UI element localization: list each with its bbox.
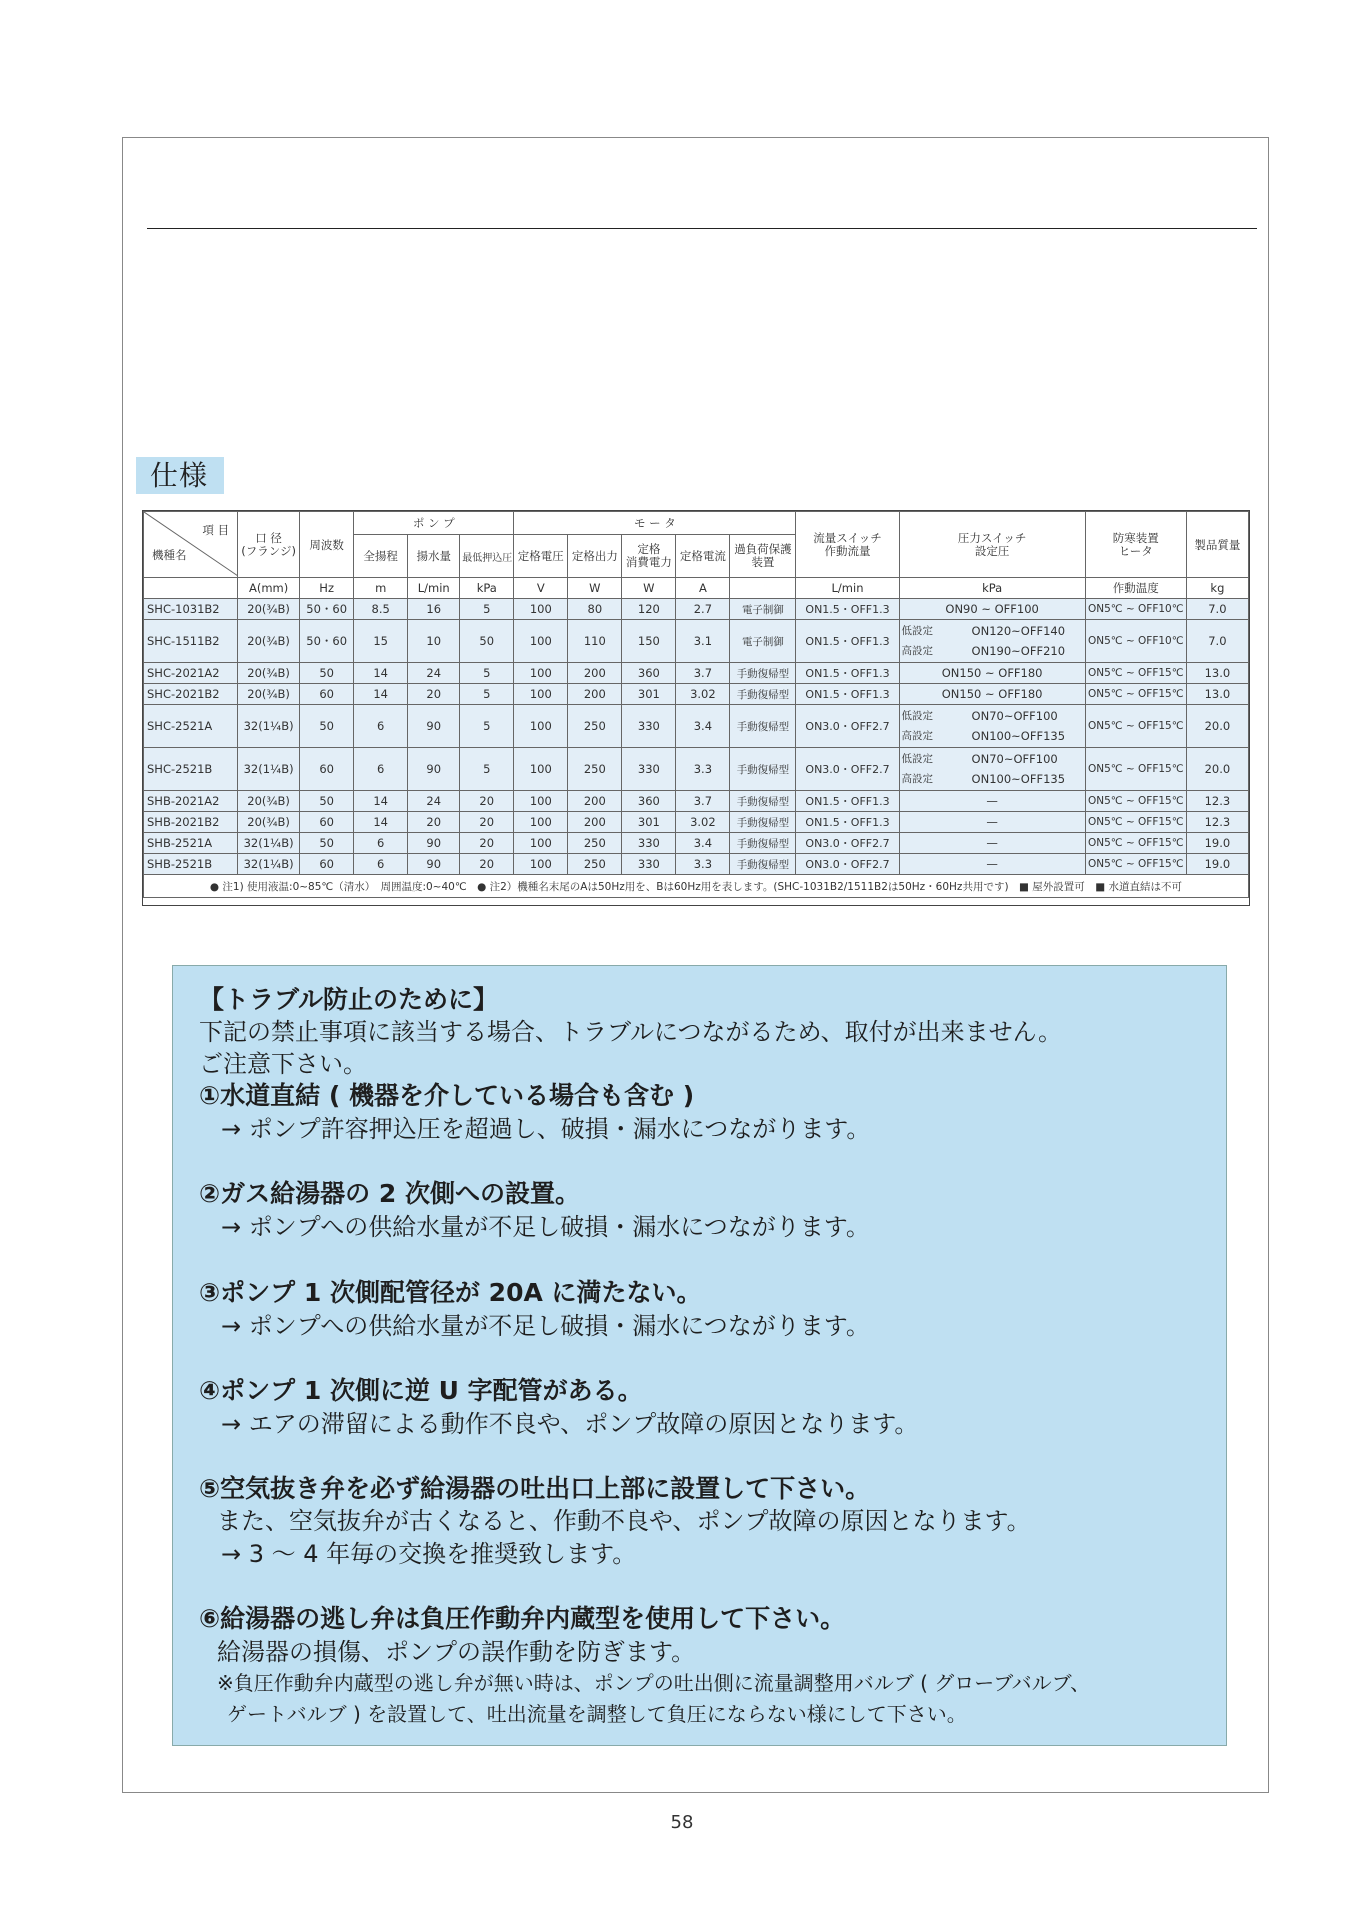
cell-model: SHC-2521B xyxy=(144,748,238,791)
caution-item-5: ⑤空気抜き弁を必ず給湯器の吐出口上部に設置して下さい。 xyxy=(199,1474,871,1503)
cell-flowsw: ON1.5・OFF1.3 xyxy=(796,812,899,833)
caution-item-2-detail: → ポンプへの供給水量が不足し破損・漏水につながります。 xyxy=(221,1213,870,1241)
cell-freq: 50 xyxy=(300,663,354,684)
cell-weight: 7.0 xyxy=(1186,599,1248,620)
cell-heater: ON5℃ ~ OFF15℃ xyxy=(1085,854,1186,875)
header-flow: 揚水量 xyxy=(408,535,460,578)
cell-bore: 32(1¼B) xyxy=(238,833,300,854)
corner-header xyxy=(144,512,238,578)
cell-presssw xyxy=(899,705,1085,748)
cell-current: 3.7 xyxy=(676,663,730,684)
cell-flowsw: ON1.5・OFF1.3 xyxy=(796,684,899,705)
cell-presssw: ON90 ~ OFF100 xyxy=(899,599,1085,620)
cell-flowsw: ON3.0・OFF2.7 xyxy=(796,748,899,791)
header-group-motor: モ ー タ xyxy=(514,512,796,535)
unit-minpress: kPa xyxy=(460,578,514,599)
cell-current: 3.3 xyxy=(676,854,730,875)
cell-model: SHB-2021B2 xyxy=(144,812,238,833)
page-number: 58 xyxy=(670,1812,694,1833)
cell-protect: 手動復帰型 xyxy=(730,854,796,875)
unit-weight: kg xyxy=(1186,578,1248,599)
cell-protect: 手動復帰型 xyxy=(730,833,796,854)
header-heater: 防寒装置 ヒータ xyxy=(1085,512,1186,578)
cell-bore: 20(¾B) xyxy=(238,791,300,812)
header-minpress: 最低押込圧 xyxy=(460,535,514,578)
cell-heater: ON5℃ ~ OFF10℃ xyxy=(1085,599,1186,620)
caution-item-3: ③ポンプ 1 次側配管径が 20A に満たない。 xyxy=(199,1278,702,1307)
cell-output: 200 xyxy=(568,791,622,812)
cell-protect: 手動復帰型 xyxy=(730,791,796,812)
cell-output: 250 xyxy=(568,705,622,748)
caution-item-4-detail: → エアの滞留による動作不良や、ポンプ故障の原因となります。 xyxy=(221,1410,919,1438)
cell-head: 14 xyxy=(354,812,408,833)
cell-voltage: 100 xyxy=(514,812,568,833)
table-row xyxy=(144,684,1249,705)
header-voltage: 定格電圧 xyxy=(514,535,568,578)
cell-output: 110 xyxy=(568,620,622,663)
cell-bore: 20(¾B) xyxy=(238,599,300,620)
cell-current: 2.7 xyxy=(676,599,730,620)
cell-power: 330 xyxy=(622,833,676,854)
cell-voltage: 100 xyxy=(514,705,568,748)
cell-power: 330 xyxy=(622,748,676,791)
cell-output: 200 xyxy=(568,663,622,684)
ps-low-value: ON70~OFF100 xyxy=(971,709,1058,723)
cell-freq: 60 xyxy=(300,812,354,833)
cell-flow: 24 xyxy=(408,791,460,812)
cell-power: 120 xyxy=(622,599,676,620)
cell-weight: 12.3 xyxy=(1186,812,1248,833)
caution-intro-1: 下記の禁止事項に該当する場合、トラブルにつながるため、取付が出来ません。 xyxy=(199,1018,1063,1046)
cell-bore: 32(1¼B) xyxy=(238,705,300,748)
cell-bore: 20(¾B) xyxy=(238,663,300,684)
cell-protect: 電子制御 xyxy=(730,620,796,663)
cell-presssw: ON150 ~ OFF180 xyxy=(899,663,1085,684)
cell-bore: 20(¾B) xyxy=(238,620,300,663)
header-bore: 口 径 (フランジ) xyxy=(238,512,300,578)
cell-protect: 手動復帰型 xyxy=(730,748,796,791)
spec-table-body xyxy=(144,599,1249,875)
cell-weight: 12.3 xyxy=(1186,791,1248,812)
table-note: ● 注1) 使用液温:0~85℃（清水） 周囲温度:0~40℃ ● 注2）機種名末尾のAは50Hz用を、Bは60Hz用を表します。(SHC-1031B2/1511B2は50Hz・60Hz共用です) ■ 屋外設置可 ■ 水道直結は不可 xyxy=(144,875,1249,898)
cell-voltage: 100 xyxy=(514,599,568,620)
cell-weight: 13.0 xyxy=(1186,663,1248,684)
cell-head: 15 xyxy=(354,620,408,663)
table-row xyxy=(144,812,1249,833)
cell-flowsw: ON3.0・OFF2.7 xyxy=(796,833,899,854)
cell-current: 3.4 xyxy=(676,705,730,748)
cell-flow: 16 xyxy=(408,599,460,620)
cell-head: 8.5 xyxy=(354,599,408,620)
cell-flow: 90 xyxy=(408,705,460,748)
cell-model: SHC-2521A xyxy=(144,705,238,748)
unit-bore: A(mm) xyxy=(238,578,300,599)
cell-head: 6 xyxy=(354,748,408,791)
unit-flow: L/min xyxy=(408,578,460,599)
cell-flow: 90 xyxy=(408,833,460,854)
spec-table-container xyxy=(142,510,1250,906)
cell-power: 301 xyxy=(622,812,676,833)
caution-item-6-note-1: ※負圧作動弁内蔵型の逃し弁が無い時は、ポンプの吐出側に流量調整用バルブ ( グローブバルブ、 xyxy=(217,1671,1091,1695)
cell-flowsw: ON3.0・OFF2.7 xyxy=(796,854,899,875)
caution-item-3-detail: → ポンプへの供給水量が不足し破損・漏水につながります。 xyxy=(221,1312,870,1340)
cell-voltage: 100 xyxy=(514,833,568,854)
header-current: 定格電流 xyxy=(676,535,730,578)
cell-power: 330 xyxy=(622,854,676,875)
cell-heater: ON5℃ ~ OFF15℃ xyxy=(1085,748,1186,791)
caution-item-4: ④ポンプ 1 次側に逆 U 字配管がある。 xyxy=(199,1376,643,1405)
caution-item-1: ①水道直結 ( 機器を介している場合も含む ) xyxy=(199,1081,695,1110)
cell-heater: ON5℃ ~ OFF15℃ xyxy=(1085,833,1186,854)
cell-presssw xyxy=(899,748,1085,791)
cell-heater: ON5℃ ~ OFF15℃ xyxy=(1085,663,1186,684)
cell-protect: 手動復帰型 xyxy=(730,684,796,705)
unit-protect xyxy=(730,578,796,599)
cell-minpress: 5 xyxy=(460,748,514,791)
table-row xyxy=(144,833,1249,854)
cell-bore: 32(1¼B) xyxy=(238,854,300,875)
ps-high-label: 高設定 xyxy=(901,773,934,785)
header-presssw: 圧力スイッチ 設定圧 xyxy=(899,512,1085,578)
cell-power: 330 xyxy=(622,705,676,748)
header-power: 定格 消費電力 xyxy=(622,535,676,578)
cell-flowsw: ON1.5・OFF1.3 xyxy=(796,599,899,620)
cell-freq: 60 xyxy=(300,684,354,705)
header-protect: 過負荷保護 装置 xyxy=(730,535,796,578)
unit-flowsw: L/min xyxy=(796,578,899,599)
cell-minpress: 20 xyxy=(460,791,514,812)
cell-output: 250 xyxy=(568,833,622,854)
cell-protect: 電子制御 xyxy=(730,599,796,620)
cell-output: 200 xyxy=(568,684,622,705)
cell-weight: 19.0 xyxy=(1186,833,1248,854)
caution-box xyxy=(172,965,1227,1746)
header-flowsw: 流量スイッチ 作動流量 xyxy=(796,512,899,578)
caution-item-2: ②ガス給湯器の 2 次側への設置。 xyxy=(199,1179,580,1208)
cell-current: 3.7 xyxy=(676,791,730,812)
unit-heater: 作動温度 xyxy=(1085,578,1186,599)
cell-minpress: 5 xyxy=(460,705,514,748)
cell-minpress: 20 xyxy=(460,854,514,875)
caution-intro-2: ご注意下さい。 xyxy=(199,1050,367,1078)
cell-flow: 10 xyxy=(408,620,460,663)
unit-current: A xyxy=(676,578,730,599)
table-row xyxy=(144,663,1249,684)
cell-power: 150 xyxy=(622,620,676,663)
cell-current: 3.02 xyxy=(676,684,730,705)
section-title: 仕様 xyxy=(136,457,224,494)
cell-weight: 20.0 xyxy=(1186,748,1248,791)
cell-head: 6 xyxy=(354,833,408,854)
cell-output: 250 xyxy=(568,748,622,791)
cell-presssw: — xyxy=(899,833,1085,854)
cell-output: 80 xyxy=(568,599,622,620)
cell-flowsw: ON1.5・OFF1.3 xyxy=(796,791,899,812)
cell-heater: ON5℃ ~ OFF15℃ xyxy=(1085,791,1186,812)
ps-high-value: ON100~OFF135 xyxy=(971,729,1066,743)
corner-top-label: 項 目 xyxy=(202,523,230,537)
unit-voltage: V xyxy=(514,578,568,599)
cell-weight: 19.0 xyxy=(1186,854,1248,875)
cell-model: SHC-2021A2 xyxy=(144,663,238,684)
cell-current: 3.02 xyxy=(676,812,730,833)
units-row xyxy=(144,578,1249,599)
cell-voltage: 100 xyxy=(514,748,568,791)
cell-flowsw: ON3.0・OFF2.7 xyxy=(796,705,899,748)
cell-minpress: 20 xyxy=(460,833,514,854)
cell-power: 360 xyxy=(622,663,676,684)
cell-head: 14 xyxy=(354,663,408,684)
cell-current: 3.4 xyxy=(676,833,730,854)
cell-heater: ON5℃ ~ OFF10℃ xyxy=(1085,620,1186,663)
unit-power: W xyxy=(622,578,676,599)
cell-current: 3.1 xyxy=(676,620,730,663)
ps-low-label: 低設定 xyxy=(901,710,934,722)
cell-protect: 手動復帰型 xyxy=(730,663,796,684)
header-group-pump: ポ ン プ xyxy=(354,512,514,535)
cell-voltage: 100 xyxy=(514,854,568,875)
cell-presssw: — xyxy=(899,791,1085,812)
cell-output: 250 xyxy=(568,854,622,875)
caution-item-5-detail-1: また、空気抜弁が古くなると、作動不良や、ポンプ故障の原因となります。 xyxy=(217,1507,1031,1535)
cell-flowsw: ON1.5・OFF1.3 xyxy=(796,663,899,684)
cell-heater: ON5℃ ~ OFF15℃ xyxy=(1085,705,1186,748)
cell-freq: 50・60 xyxy=(300,599,354,620)
cell-presssw xyxy=(899,620,1085,663)
cell-model: SHB-2021A2 xyxy=(144,791,238,812)
cell-presssw: — xyxy=(899,812,1085,833)
cell-flowsw: ON1.5・OFF1.3 xyxy=(796,620,899,663)
cell-protect: 手動復帰型 xyxy=(730,705,796,748)
table-row xyxy=(144,854,1249,875)
cell-freq: 50・60 xyxy=(300,620,354,663)
cell-freq: 50 xyxy=(300,705,354,748)
caution-item-5-detail-2: → 3 ～ 4 年毎の交換を推奨致します。 xyxy=(221,1540,637,1568)
cell-current: 3.3 xyxy=(676,748,730,791)
cell-minpress: 5 xyxy=(460,599,514,620)
caution-item-6: ⑥給湯器の逃し弁は負圧作動弁内蔵型を使用して下さい。 xyxy=(199,1604,846,1633)
cell-freq: 60 xyxy=(300,748,354,791)
ps-low-label: 低設定 xyxy=(901,753,934,765)
cell-minpress: 5 xyxy=(460,684,514,705)
cell-weight: 13.0 xyxy=(1186,684,1248,705)
cell-power: 360 xyxy=(622,791,676,812)
ps-high-label: 高設定 xyxy=(901,730,934,742)
cell-protect: 手動復帰型 xyxy=(730,812,796,833)
cell-voltage: 100 xyxy=(514,684,568,705)
cell-weight: 7.0 xyxy=(1186,620,1248,663)
caution-title: 【トラブル防止のために】 xyxy=(199,985,499,1014)
cell-voltage: 100 xyxy=(514,663,568,684)
cell-freq: 60 xyxy=(300,854,354,875)
cell-model: SHB-2521A xyxy=(144,833,238,854)
cell-bore: 20(¾B) xyxy=(238,684,300,705)
cell-heater: ON5℃ ~ OFF15℃ xyxy=(1085,684,1186,705)
cell-presssw: ON150 ~ OFF180 xyxy=(899,684,1085,705)
cell-head: 14 xyxy=(354,791,408,812)
ps-high-value: ON190~OFF210 xyxy=(971,644,1066,658)
corner-bottom-label: 機種名 xyxy=(152,548,187,562)
ps-low-value: ON70~OFF100 xyxy=(971,752,1058,766)
cell-freq: 50 xyxy=(300,833,354,854)
cell-minpress: 20 xyxy=(460,812,514,833)
ps-low-value: ON120~OFF140 xyxy=(971,624,1066,638)
table-row xyxy=(144,599,1249,620)
ps-low-label: 低設定 xyxy=(901,625,934,637)
cell-flow: 90 xyxy=(408,748,460,791)
cell-flow: 20 xyxy=(408,812,460,833)
table-row xyxy=(144,620,1249,663)
cell-head: 6 xyxy=(354,854,408,875)
unit-freq: Hz xyxy=(300,578,354,599)
unit-head: m xyxy=(354,578,408,599)
cell-flow: 20 xyxy=(408,684,460,705)
spec-table xyxy=(143,511,1249,898)
cell-model: SHC-1031B2 xyxy=(144,599,238,620)
table-row xyxy=(144,748,1249,791)
cell-flow: 24 xyxy=(408,663,460,684)
unit-presssw: kPa xyxy=(899,578,1085,599)
cell-model: SHC-1511B2 xyxy=(144,620,238,663)
unit-output: W xyxy=(568,578,622,599)
cell-model: SHC-2021B2 xyxy=(144,684,238,705)
ps-high-label: 高設定 xyxy=(901,645,934,657)
cell-flow: 90 xyxy=(408,854,460,875)
header-rule xyxy=(147,228,1257,229)
cell-output: 200 xyxy=(568,812,622,833)
header-weight: 製品質量 xyxy=(1186,512,1248,578)
header-freq: 周波数 xyxy=(300,512,354,578)
caution-item-6-note-2: ゲートバルブ ) を設置して、吐出流量を調整して負圧にならない様にして下さい。 xyxy=(227,1702,967,1726)
cell-bore: 32(1¼B) xyxy=(238,748,300,791)
header-output: 定格出力 xyxy=(568,535,622,578)
cell-voltage: 100 xyxy=(514,791,568,812)
cell-model: SHB-2521B xyxy=(144,854,238,875)
cell-power: 301 xyxy=(622,684,676,705)
cell-minpress: 50 xyxy=(460,620,514,663)
unit-model xyxy=(144,578,238,599)
cell-presssw: — xyxy=(899,854,1085,875)
table-row xyxy=(144,791,1249,812)
cell-head: 14 xyxy=(354,684,408,705)
cell-head: 6 xyxy=(354,705,408,748)
cell-bore: 20(¾B) xyxy=(238,812,300,833)
cell-weight: 20.0 xyxy=(1186,705,1248,748)
table-row xyxy=(144,705,1249,748)
cell-heater: ON5℃ ~ OFF15℃ xyxy=(1085,812,1186,833)
cell-minpress: 5 xyxy=(460,663,514,684)
caution-item-6-detail: 給湯器の損傷、ポンプの誤作動を防ぎます。 xyxy=(217,1638,696,1666)
cell-voltage: 100 xyxy=(514,620,568,663)
caution-item-1-detail: → ポンプ許容押込圧を超過し、破損・漏水につながります。 xyxy=(221,1115,871,1143)
ps-high-value: ON100~OFF135 xyxy=(971,772,1066,786)
cell-freq: 50 xyxy=(300,791,354,812)
header-head: 全揚程 xyxy=(354,535,408,578)
